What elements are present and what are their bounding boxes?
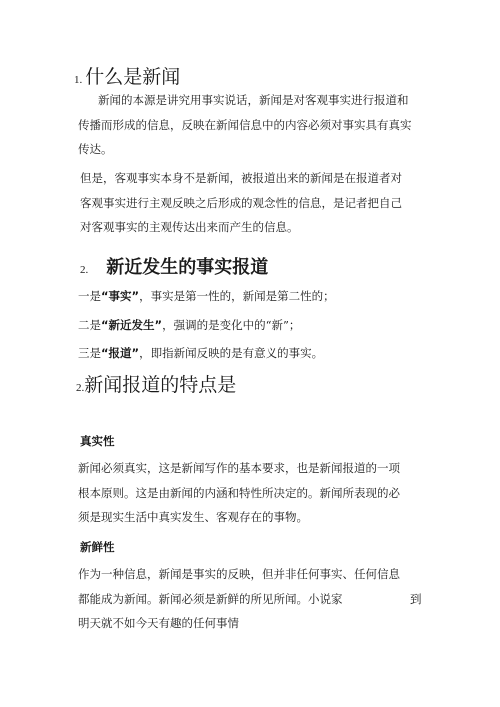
paragraph-line: 对客观事实的主观传达出来而产生的信息。 (80, 220, 299, 234)
subsection-freshness-body (78, 562, 423, 636)
subsection-authenticity-title: 真实性 (80, 434, 115, 448)
paragraph-line: 传达。 (78, 142, 113, 156)
section-1-title: 什么是新闻 (85, 66, 181, 88)
section-2-list (78, 284, 335, 366)
paragraph-line: 明天就不如今天有趣的任何事情 (78, 616, 239, 630)
list-item: 二是“新近发生”，强调的是变化中的“新”； (78, 317, 301, 332)
list-item-keyword: “报道” (101, 346, 140, 360)
list-item-keyword: “事实” (101, 289, 140, 303)
paragraph-line: 都能成为新闻。新闻必须是新鲜的所见所闻。小说家 到 (78, 591, 422, 606)
section-1-number: 1. (74, 74, 83, 86)
paragraph-line: 须是现实生活中真实发生、客观存在的事物。 (78, 510, 308, 524)
paragraph-line: 作为一种信息，新闻是事实的反映，但并非任何事实、任何信息 (78, 567, 400, 581)
paragraph-line: 传播而形成的信息，反映在新闻信息中的内容必须对事实具有真实 (78, 117, 412, 132)
list-item-keyword: “新近发生” (101, 317, 163, 332)
section-3-number: 2. (76, 382, 85, 394)
list-item: 三是“报道”，即指新闻反映的是有意义的事实。 (78, 346, 324, 360)
section-1-paragraph-1 (78, 88, 412, 162)
subsection-freshness-title: 新鲜性 (80, 540, 115, 554)
section-1-heading (74, 62, 180, 89)
paragraph-line: 新闻必须真实，这是新闻写作的基本要求，也是新闻报道的一项 (78, 461, 400, 475)
section-3-title: 新闻报道的特点是 (84, 374, 237, 396)
section-3-heading (76, 370, 236, 397)
paragraph-line: 根本原则。这是由新闻的内涵和特性所决定的。新闻所表现的必 (78, 485, 400, 500)
section-2-heading (80, 253, 268, 279)
section-1-paragraph-2 (80, 166, 402, 240)
section-2-number: 2. (80, 264, 89, 276)
subsection-authenticity-body (78, 456, 400, 530)
paragraph-line: 但是，客观事实本身不是新闻，被报道出来的新闻是在报道者对 (80, 171, 402, 185)
section-2-title: 新近发生的事实报道 (106, 257, 269, 278)
paragraph-line: 新闻的本源是讲究用事实说话，新闻是对客观事实进行报道和 (98, 93, 409, 107)
list-item: 一是“事实”，事实是第一性的，新闻是第二性的； (78, 289, 335, 303)
paragraph-line: 客观事实进行主观反映之后形成的观念性的信息，是记者把自己 (80, 195, 402, 210)
